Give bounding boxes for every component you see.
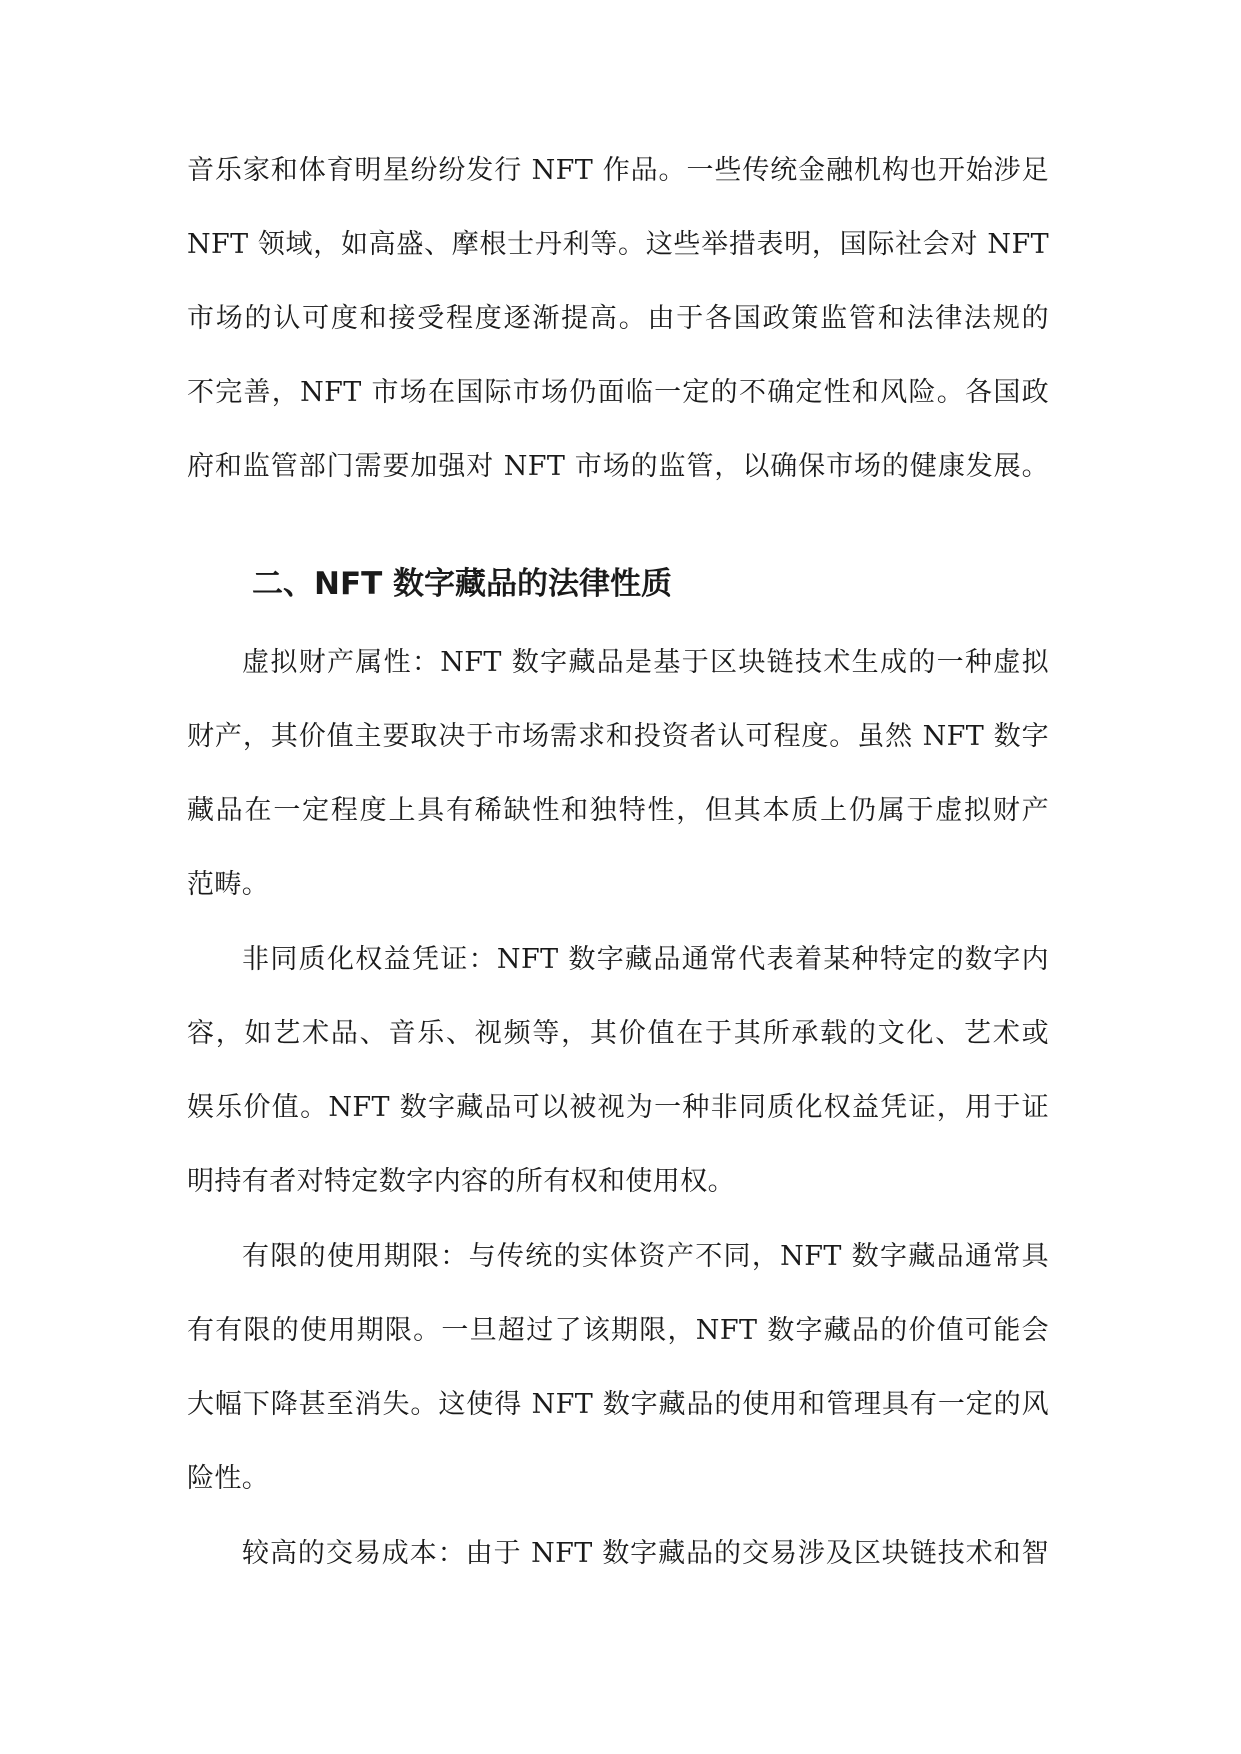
paragraph-line: 市场的认可度和接受程度逐渐提高。由于各国政策监管和法律法规的 [187,303,1049,334]
paragraph-line: 险性。 [187,1463,270,1494]
paragraph-line: 明持有者对特定数字内容的所有权和使用权。 [187,1166,735,1197]
paragraph-line: 音乐家和体育明星纷纷发行 NFT 作品。一些传统金融机构也开始涉足 [187,155,1049,186]
paragraph-line: 虚拟财产属性：NFT 数字藏品是基于区块链技术生成的一种虚拟 [242,647,1049,678]
paragraph-line: 有限的使用期限：与传统的实体资产不同，NFT 数字藏品通常具 [242,1241,1049,1272]
paragraph-line: 大幅下降甚至消失。这使得 NFT 数字藏品的使用和管理具有一定的风 [187,1389,1049,1420]
paragraph-line: 范畴。 [187,869,270,900]
paragraph-line: 藏品在一定程度上具有稀缺性和独特性，但其本质上仍属于虚拟财产 [187,795,1049,826]
paragraph-line: 娱乐价值。NFT 数字藏品可以被视为一种非同质化权益凭证，用于证 [187,1092,1049,1123]
section-heading: 二、NFT 数字藏品的法律性质 [252,566,673,602]
paragraph-line: 容，如艺术品、音乐、视频等，其价值在于其所承载的文化、艺术或 [187,1018,1049,1049]
paragraph-line: 有有限的使用期限。一旦超过了该期限，NFT 数字藏品的价值可能会 [187,1315,1049,1346]
paragraph-line: NFT 领域，如高盛、摩根士丹利等。这些举措表明，国际社会对 NFT [187,229,1049,260]
paragraph-line: 府和监管部门需要加强对 NFT 市场的监管，以确保市场的健康发展。 [187,451,1049,482]
paragraph-line: 较高的交易成本：由于 NFT 数字藏品的交易涉及区块链技术和智 [242,1538,1049,1569]
paragraph-line: 非同质化权益凭证：NFT 数字藏品通常代表着某种特定的数字内 [242,944,1049,975]
paragraph-line: 不完善，NFT 市场在国际市场仍面临一定的不确定性和风险。各国政 [187,377,1049,408]
paragraph-line: 财产，其价值主要取决于市场需求和投资者认可程度。虽然 NFT 数字 [187,721,1049,752]
